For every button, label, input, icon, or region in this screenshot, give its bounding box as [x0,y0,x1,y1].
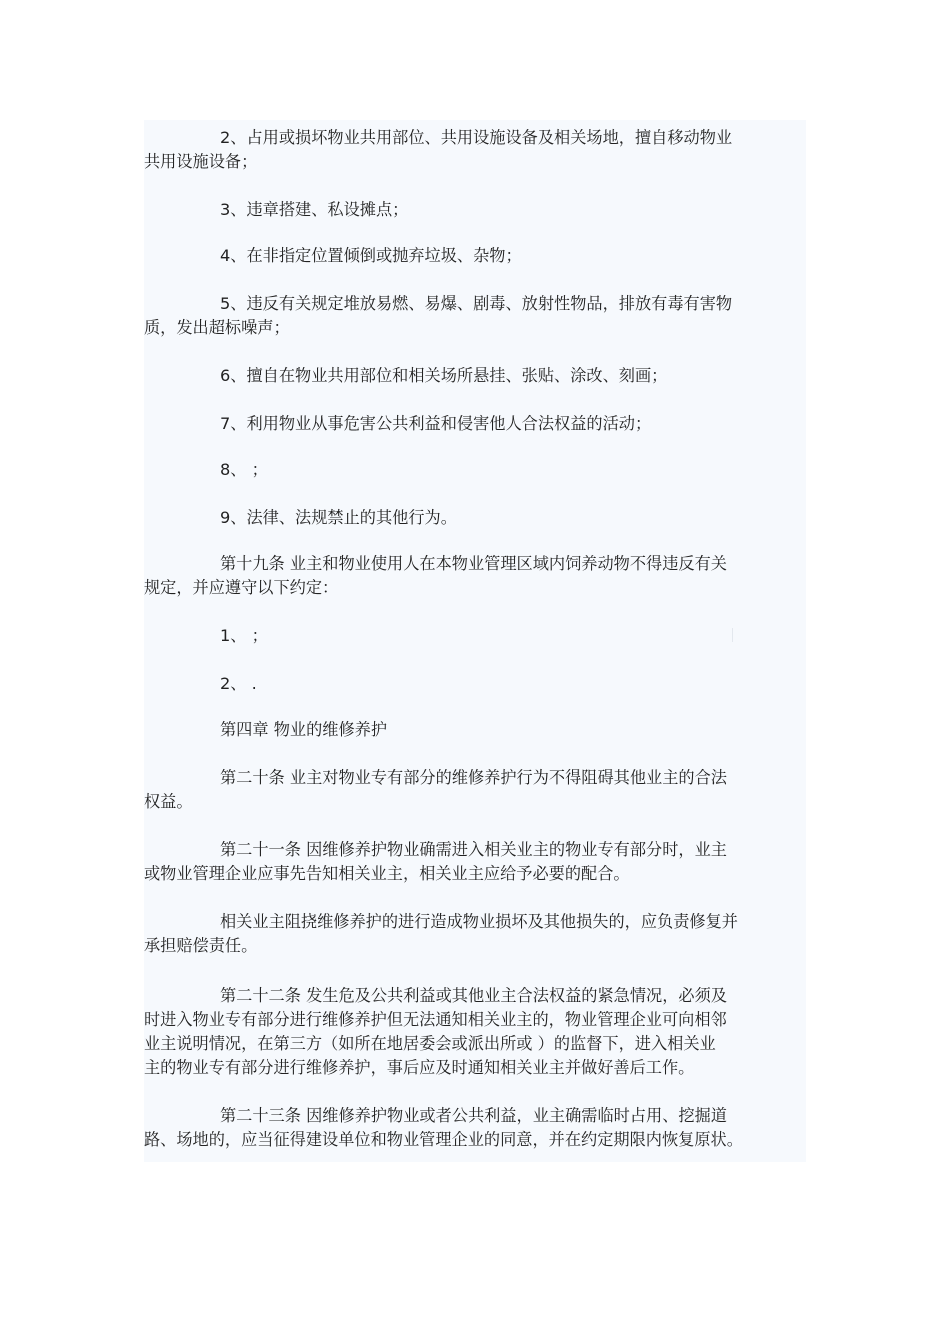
paragraph-line: 时进入物业专有部分进行维修养护但无法通知相关业主的，物业管理企业可向相邻 [144,1010,727,1029]
paragraph-line: 第四章 物业的维修养护 [220,720,388,739]
paragraph-line: 7、利用物业从事危害公共利益和侵害他人合法权益的活动； [220,414,652,433]
paragraph-line: 第二十二条 发生危及公共利益或其他业主合法权益的紧急情况，必须及 [220,986,727,1005]
paragraph-line: 1、 ； [220,626,268,645]
paragraph-line: 9、法律、法规禁止的其他行为。 [220,508,457,527]
paragraph-article-20 [144,766,814,814]
paragraph-line: 第二十条 业主对物业专有部分的维修养护行为不得阻碍其他业主的合法 [220,768,727,787]
paragraph-item-4 [144,244,814,268]
chapter-heading [144,718,814,742]
paragraph-item-6 [144,364,814,388]
paragraph-line: 5、违反有关规定堆放易燃、易爆、剧毒、放射性物品，排放有毒有害物 [220,294,733,313]
paragraph-item-1 [144,624,814,648]
paragraph-line: 第二十一条 因维修养护物业确需进入相关业主的物业专有部分时，业主 [220,840,727,859]
paragraph-line: 质，发出超标噪声； [144,318,290,337]
paragraph-line: 2、占用或损坏物业共用部位、共用设施设备及相关场地，擅自移动物业 [220,128,733,147]
paragraph-line: 8、 ； [220,460,268,479]
paragraph-item-7 [144,412,814,436]
paragraph-item-5 [144,292,814,340]
paragraph-item-9 [144,506,814,530]
paragraph-line: 第十九条 业主和物业使用人在本物业管理区域内饲养动物不得违反有关 [220,554,727,573]
paragraph-item-2 [144,126,814,174]
paragraph-article-21-cont [144,910,814,958]
paragraph-line: 相关业主阻挠维修养护的进行造成物业损坏及其他损失的，应负责修复并 [220,912,738,931]
paragraph-line: 路、场地的，应当征得建设单位和物业管理企业的同意，并在约定期限内恢复原状。 [144,1130,743,1149]
paragraph-article-21 [144,838,814,886]
paragraph-line: 4、在非指定位置倾倒或抛弃垃圾、杂物； [220,246,522,265]
paragraph-article-19 [144,552,814,600]
paragraph-line: 6、擅自在物业共用部位和相关场所悬挂、张贴、涂改、刻画； [220,366,668,385]
paragraph-line: 主的物业专有部分进行维修养护，事后应及时通知相关业主并做好善后工作。 [144,1058,695,1077]
paragraph-line: 第二十三条 因维修养护物业或者公共利益，业主确需临时占用、挖掘道 [220,1106,727,1125]
paragraph-item-8 [144,458,814,482]
paragraph-article-22 [144,984,814,1080]
paragraph-item-2b [144,672,814,696]
paragraph-article-23 [144,1104,814,1152]
paragraph-line: 承担赔偿责任。 [144,936,258,955]
paragraph-line: 权益。 [144,792,193,811]
paragraph-line: 3、违章搭建、私设摊点； [220,200,409,219]
paragraph-line: 业主说明情况，在第三方（如所在地居委会或派出所或 ）的监督下，进入相关业 [144,1034,716,1053]
paragraph-line: 或物业管理企业应事先告知相关业主，相关业主应给予必要的配合。 [144,864,630,883]
paragraph-line: 共用设施设备； [144,152,258,171]
paragraph-line: 规定，并应遵守以下约定： [144,578,339,597]
paragraph-line: 2、 . [220,674,257,693]
paragraph-item-3 [144,198,814,222]
